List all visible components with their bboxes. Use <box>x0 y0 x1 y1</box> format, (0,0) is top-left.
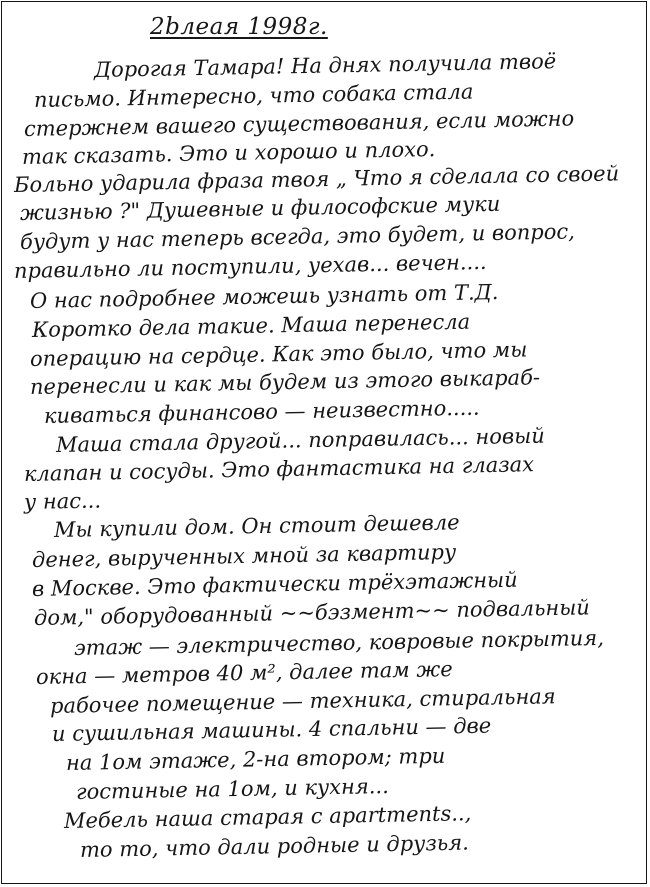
letter-line-22: окна — метров 40 м², далее там же <box>35 657 453 689</box>
letter-line-26: гостиные на 1ом, и кухня... <box>75 773 390 804</box>
letter-line-7: будут у нас теперь всегда, это будет, и вопрос, <box>19 219 576 254</box>
letter-line-1: Дорогая Тамара! На днях получила твоё <box>93 49 557 82</box>
letter-line-20: дом," оборудованный ~~бэзмент~~ подвальный <box>33 595 591 630</box>
letter-line-3: стержнем вашего существования, если можно <box>23 106 575 141</box>
letter-line-8: правильно ли поступили, уехав... вечен.... <box>13 249 487 283</box>
letter-line-5: Больно ударила фраза твоя „ Что я сделала со своей <box>13 161 620 197</box>
letter-line-6: жизнью ?" Душевные и философские муки <box>19 191 501 225</box>
letter-line-13: киваться финансово — неизвестно..... <box>43 395 480 428</box>
letter-line-17: Мы купили дом. Он стоит дешевле <box>53 510 460 542</box>
letter-line-10: Коротко дела такие. Маша перенесла <box>31 309 471 342</box>
letter-line-18: денег, вырученных мной за квартиру <box>31 539 457 572</box>
letter-line-11: операцию на сердце. Как это было, что мы <box>29 337 528 371</box>
letter-line-4: так сказать. Это и хорошо и плохо. <box>21 137 436 169</box>
letter-line-15: клапан и сосуды. Это фантастика на глазах <box>23 452 535 486</box>
letter-date: 2bлеая 1998г. <box>150 14 328 40</box>
letter-line-12: перенесли и как мы будем из этого выкараб- <box>29 365 541 399</box>
letter-line-21: этаж — электричество, ковровые покрытия, <box>73 625 605 660</box>
letter-line-28: то то, что дали родные и друзья. <box>79 830 470 862</box>
letter-line-2: письмо. Интересно, что собака стала <box>33 79 474 112</box>
letter-line-25: на 1ом этаже, 2-на втором; три <box>65 743 446 775</box>
letter-line-23: рабочее помещение — техника, стиральная <box>49 684 556 718</box>
letter-line-24: и сушильная машины. 4 спальни — две <box>51 713 492 746</box>
letter-line-19: в Москве. Это фактически трёхэтажный <box>31 567 518 601</box>
letter-line-27: Мебель наша старая с apartments.., <box>63 801 472 833</box>
letter-line-16: у нас... <box>23 488 102 514</box>
letter-line-9: О нас подробнее можешь узнать от Т.Д. <box>29 280 499 313</box>
letter-line-14: Маша стала другой... поправилась... новый <box>55 423 545 457</box>
